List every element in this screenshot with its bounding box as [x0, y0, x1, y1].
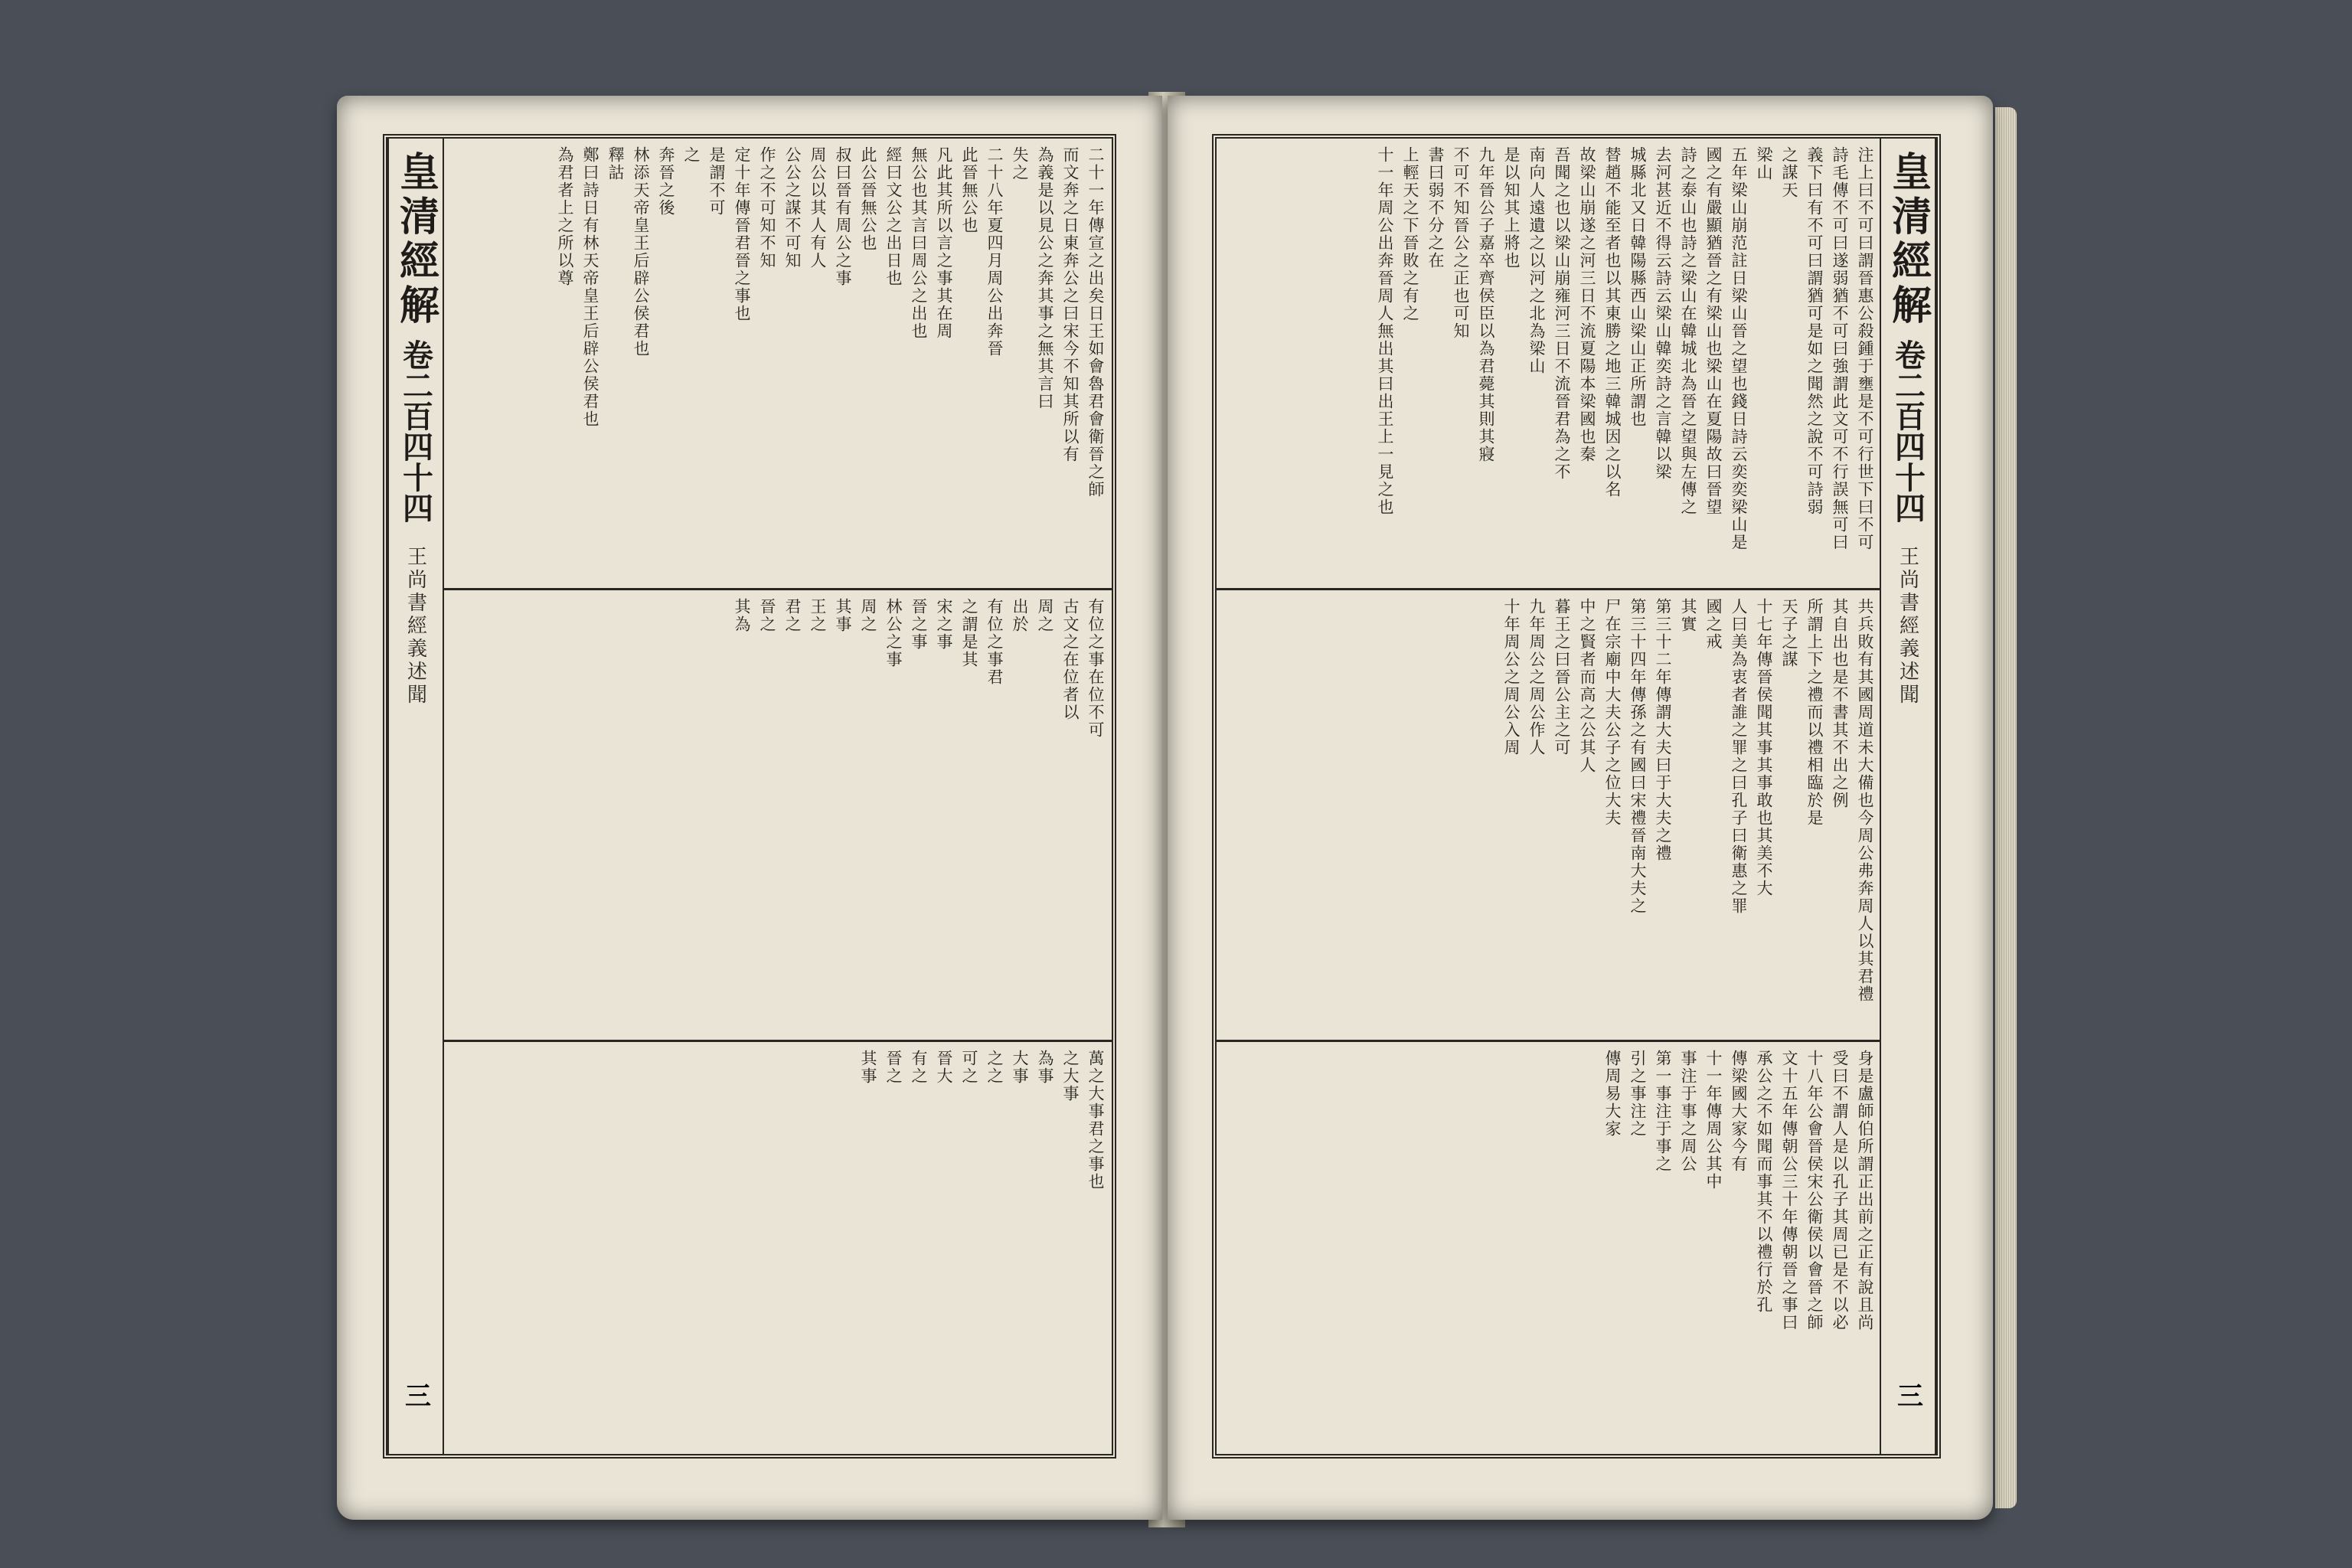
left-page — [337, 96, 1162, 1520]
text-column: 尸在宗廟中大夫公子之位大夫 — [1603, 598, 1622, 827]
text-column: 九年周公之周公作人 — [1527, 598, 1546, 756]
text-column: 是以知其上將也 — [1502, 146, 1521, 270]
text-column: 傳梁國大家今有 — [1730, 1050, 1748, 1173]
text-column: 其為 — [733, 598, 751, 633]
text-column: 傳周易大家 — [1603, 1050, 1622, 1138]
text-column: 注上曰不可曰謂晉惠公殺鍾于壅是不可行世下曰不可 — [1856, 146, 1874, 551]
text-column: 替趙不能至者也以其東勝之地三韓城因之以名 — [1603, 146, 1622, 498]
text-column: 十年周公之周公入周 — [1502, 598, 1521, 756]
text-column: 書曰弱不分之在 — [1426, 146, 1445, 270]
text-column: 其事 — [859, 1050, 877, 1085]
text-column: 人曰美為衷者誰之罪之曰孔子曰衛惠之罪 — [1730, 598, 1748, 915]
text-column: 之大事 — [1061, 1050, 1080, 1102]
left-tier-2 — [443, 590, 1112, 1042]
text-column: 之之 — [985, 1050, 1004, 1085]
right-tier-1 — [1217, 139, 1881, 590]
left-margin-note: 王尚書經義述聞 — [403, 546, 427, 707]
left-page-body — [443, 139, 1112, 1454]
text-column: 十七年傳晉侯聞其事其事敢也其美不大 — [1755, 598, 1773, 897]
text-column: 九年晉公子嘉卒齊侯臣以為君薨其則其寢 — [1477, 146, 1495, 463]
left-tier-1 — [443, 139, 1112, 590]
text-column: 而文奔之日東奔公之曰宋今不知其所以有 — [1061, 146, 1080, 463]
text-column: 晉大 — [935, 1050, 953, 1085]
page-fore-edge — [1995, 107, 2017, 1508]
right-margin-folio: 三 — [1892, 1382, 1923, 1408]
text-column: 此晉無公也 — [960, 146, 978, 234]
text-column: 義下曰有不可曰謂猶可是如之聞然之說不可詩弱 — [1805, 146, 1824, 516]
text-column: 受曰不謂人是以孔子其周已是不以必 — [1831, 1050, 1849, 1331]
text-column: 第一事注于事之 — [1654, 1050, 1672, 1173]
left-margin-title: 皇清經解 — [392, 151, 439, 328]
text-column: 林添天帝皇王后辟公侯君也 — [632, 146, 650, 358]
text-column: 詩毛傳不可曰遂弱猶不可曰強謂此文可不行誤無可曰 — [1831, 146, 1849, 551]
text-column: 承公之不如聞而事其不以禮行於孔 — [1755, 1050, 1773, 1314]
text-column: 周之 — [1036, 598, 1054, 633]
text-column: 大事 — [1011, 1050, 1029, 1085]
left-tier-3 — [443, 1042, 1112, 1459]
text-column: 身是盧師伯所謂正出前之正有說且尚 — [1856, 1050, 1874, 1331]
text-column: 南向人遠遺之以河之北為梁山 — [1527, 146, 1546, 375]
text-column: 十一年周公出奔晉周人無出其曰出王上一見之也 — [1376, 146, 1394, 516]
text-column: 不可不知晉公之正也可知 — [1452, 146, 1470, 340]
text-column: 五年梁山崩范註日梁山晉之望也錢日詩云奕奕梁山是 — [1730, 146, 1748, 551]
text-column: 十一年傳周公其中 — [1704, 1050, 1723, 1191]
text-column: 引之事注之 — [1628, 1050, 1647, 1138]
text-column: 晉之事 — [910, 598, 928, 651]
text-column: 有位之事在位不可 — [1086, 598, 1105, 739]
text-column: 晉之 — [884, 1050, 903, 1085]
right-margin-volume: 卷二百四十四 — [1890, 339, 1926, 523]
text-column: 吾聞之也以梁山崩雍河三日不流晉君為之不 — [1553, 146, 1571, 481]
right-margin-title: 皇清經解 — [1884, 151, 1932, 328]
text-column: 第三十四年傳孫之有國曰宋禮晉南大夫之 — [1628, 598, 1647, 915]
text-column: 為事 — [1036, 1050, 1054, 1085]
text-column: 二十一年傳宣之出矣日王如會魯君會衛晉之師 — [1086, 146, 1105, 498]
text-column: 叔曰晉有周公之事 — [834, 146, 852, 287]
text-column: 梁山 — [1755, 146, 1773, 181]
right-page — [1168, 96, 1993, 1520]
text-column: 萬之大事君之事也 — [1086, 1050, 1105, 1191]
text-column: 奔晉之後 — [657, 146, 675, 217]
text-column: 國之戒 — [1704, 598, 1723, 651]
text-column: 出於 — [1011, 598, 1029, 633]
text-column: 其實 — [1679, 598, 1697, 633]
text-column: 其自出也是不書其不出之例 — [1831, 598, 1849, 809]
right-margin-column — [1880, 139, 1936, 1454]
left-page-frame — [383, 134, 1116, 1459]
text-column: 事注于事之周公 — [1679, 1050, 1697, 1173]
text-column: 君之 — [783, 598, 802, 633]
text-column: 無公也其言曰周公之出也 — [910, 146, 928, 340]
text-column: 是謂不可 — [707, 146, 726, 217]
text-column: 有位之事君 — [985, 598, 1004, 686]
text-column: 鄭曰詩日有林天帝皇王后辟公侯君也 — [581, 146, 599, 428]
text-column: 林公之事 — [884, 598, 903, 668]
text-column: 中之賢者而高之公其人 — [1578, 598, 1596, 774]
left-margin-folio: 三 — [400, 1382, 431, 1408]
text-column: 周公以其人有人 — [808, 146, 827, 270]
text-column: 公公之謀不可知 — [783, 146, 802, 270]
text-column: 故梁山崩遂之河三日不流夏陽本梁國也秦 — [1578, 146, 1596, 463]
right-margin-colophon: 王尚書經義述聞 — [1896, 546, 1919, 707]
right-tier-3 — [1217, 1042, 1881, 1459]
right-page-frame — [1212, 134, 1941, 1459]
text-column: 其事 — [834, 598, 852, 633]
text-column: 之謂是其 — [960, 598, 978, 668]
text-column: 第三十二年傳謂大夫曰于大夫之禮 — [1654, 598, 1672, 862]
text-column: 之謀天 — [1780, 146, 1798, 199]
text-column: 共兵敗有其國周道未大備也今周公弗奔周人以其君禮 — [1856, 598, 1874, 1003]
text-column: 十八年公會晉侯宋公衛侯以會晉之師 — [1805, 1050, 1824, 1331]
text-column: 暮王之曰晉公主之可 — [1553, 598, 1571, 756]
text-column: 為君者上之所以尊 — [556, 146, 574, 287]
text-column: 之 — [682, 146, 701, 164]
text-column: 古文之在位者以 — [1061, 598, 1080, 721]
text-column: 上輕天之下晉敗之有之 — [1401, 146, 1419, 322]
text-column: 作之不可知不知 — [758, 146, 776, 270]
text-column: 失之 — [1011, 146, 1029, 181]
text-column: 周之 — [859, 598, 877, 633]
right-tier-2 — [1217, 590, 1881, 1042]
text-column: 有之 — [910, 1050, 928, 1085]
text-column: 文十五年傳朝公三十年傳朝晉之事曰 — [1780, 1050, 1798, 1331]
text-column: 此公晉無公也 — [859, 146, 877, 252]
text-column: 城縣北又日韓陽縣西山梁山正所謂也 — [1628, 146, 1647, 428]
right-page-body — [1217, 139, 1881, 1454]
text-column: 國之有嚴顯猶晉之有梁山也梁山在夏陽故曰晉望 — [1704, 146, 1723, 516]
text-column: 晉之 — [758, 598, 776, 633]
text-column: 詩之泰山也詩之梁山在韓城北為晉之望與左傳之 — [1679, 146, 1697, 516]
left-margin-column — [387, 139, 444, 1454]
text-column: 經曰文公之出日也 — [884, 146, 903, 287]
text-column: 凡此其所以言之事其在周 — [935, 146, 953, 340]
text-column: 定十年傳晉君晉之事也 — [733, 146, 751, 322]
text-column: 為義是以見公之奔其事之無其言曰 — [1036, 146, 1054, 410]
left-margin-volume: 卷二百四十四 — [397, 339, 434, 523]
text-column: 所謂上下之禮而以禮相臨於是 — [1805, 598, 1824, 827]
text-column: 宋之事 — [935, 598, 953, 651]
text-column: 可之 — [960, 1050, 978, 1085]
text-column: 天子之謀 — [1780, 598, 1798, 668]
text-column: 釋詁 — [606, 146, 625, 181]
text-column: 去河甚近不得云詩云梁山韓奕詩之言韓以梁 — [1654, 146, 1672, 481]
text-column: 二十八年夏四月周公出奔晉 — [985, 146, 1004, 358]
text-column: 王之 — [808, 598, 827, 633]
